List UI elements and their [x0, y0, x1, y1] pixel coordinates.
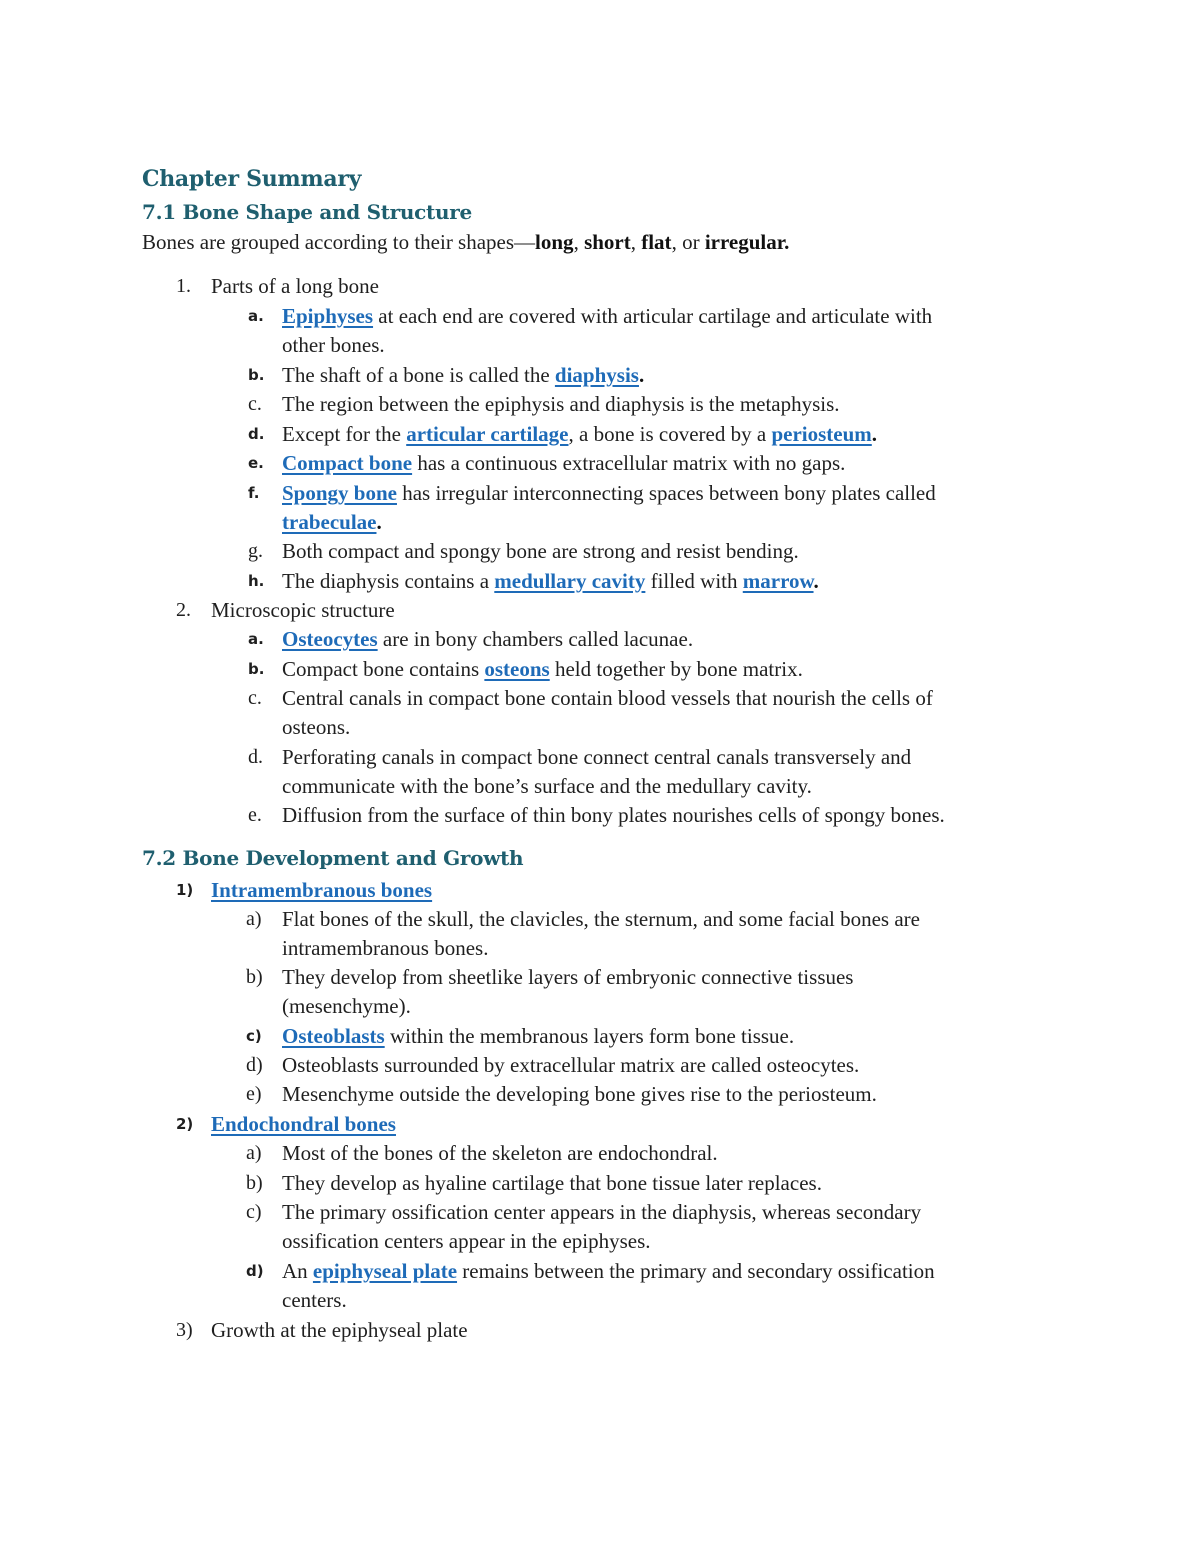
- sublist-marker: a): [246, 908, 262, 930]
- list-item-continuation: intramembranous bones.: [282, 936, 489, 960]
- list-item-heading: [211, 876, 432, 905]
- list-item: They develop as hyaline cartilage that bone tissue later replaces.: [282, 1171, 822, 1195]
- sublist-marker: c): [246, 1201, 262, 1223]
- list-item-continuation: other bones.: [282, 333, 385, 357]
- term-link[interactable]: Spongy bone: [282, 481, 397, 505]
- sublist-marker: a.: [248, 630, 264, 648]
- term-link[interactable]: epiphyseal plate: [312, 1259, 458, 1283]
- sublist-marker: b.: [248, 366, 265, 384]
- sublist-marker: g.: [248, 540, 263, 562]
- list-item-heading: Microscopic structure: [211, 598, 395, 622]
- list-item: The region between the epiphysis and diaphysis is the metaphysis.: [282, 392, 840, 416]
- list-item: They develop from sheetlike layers of embryonic connective tissues: [282, 965, 854, 989]
- list-item: Osteoblasts within the membranous layers form bone tissue.: [282, 1024, 795, 1048]
- list-item-heading: Parts of a long bone: [211, 274, 379, 298]
- section-title-7-2: 7.2 Bone Development and Growth: [142, 846, 524, 870]
- list-item: Flat bones of the skull, the clavicles, the sternum, and some facial bones are: [282, 907, 920, 931]
- term-link[interactable]: diaphysis: [554, 363, 639, 387]
- list-item: The diaphysis contains a medullary cavity filled with marrow.: [282, 569, 819, 593]
- term-link[interactable]: trabeculae: [282, 510, 377, 534]
- sublist-marker: d.: [248, 746, 263, 768]
- list-item: The shaft of a bone is called the diaphysis.: [282, 363, 645, 387]
- sublist-marker: c.: [248, 687, 262, 709]
- list-item: Mesenchyme outside the developing bone gives rise to the periosteum.: [282, 1082, 877, 1106]
- term-link[interactable]: Osteocytes: [282, 627, 378, 651]
- sublist-marker: b.: [248, 660, 265, 678]
- list-item: Except for the articular cartilage, a bone is covered by a periosteum.: [282, 422, 878, 446]
- list-item-continuation: trabeculae.: [282, 510, 382, 534]
- term-link[interactable]: Compact bone: [282, 451, 413, 475]
- sublist-marker: b): [246, 966, 263, 988]
- list-marker: 2): [176, 1115, 194, 1133]
- list-item: The primary ossification center appears in the diaphysis, whereas secondary: [282, 1200, 922, 1224]
- sublist-marker: e): [246, 1083, 262, 1105]
- sublist-marker: e.: [248, 804, 262, 826]
- list-item: Spongy bone has irregular interconnecting spaces between bony plates called: [282, 481, 936, 505]
- list-item: Compact bone contains osteons held together by bone matrix.: [282, 657, 803, 681]
- list-marker: 1): [176, 881, 194, 899]
- list-item-heading: Growth at the epiphyseal plate: [211, 1318, 468, 1342]
- sublist-marker: b): [246, 1172, 263, 1194]
- list-item-heading: [211, 1110, 396, 1139]
- list-item: Epiphyses at each end are covered with articular cartilage and articulate with: [282, 304, 933, 328]
- sublist-marker: h.: [248, 572, 265, 590]
- list-item-continuation: ossification centers appear in the epiphyses.: [282, 1229, 651, 1253]
- list-marker: 2.: [176, 599, 191, 621]
- list-item-continuation: (mesenchyme).: [282, 994, 411, 1018]
- sublist-marker: a.: [248, 307, 264, 325]
- intro-paragraph: Bones are grouped according to their shapes—long, short, flat, or irregular.: [142, 230, 790, 254]
- term-link[interactable]: articular cartilage: [406, 422, 569, 446]
- list-item: Most of the bones of the skeleton are endochondral.: [282, 1141, 718, 1165]
- term-link[interactable]: osteons: [484, 657, 550, 681]
- sublist-marker: e.: [248, 454, 264, 472]
- term-link[interactable]: Endochondral bones: [211, 1112, 396, 1136]
- list-item: Diffusion from the surface of thin bony plates nourishes cells of spongy bones.: [282, 803, 945, 827]
- sublist-marker: f.: [248, 484, 260, 502]
- term-link[interactable]: marrow: [742, 569, 814, 593]
- term-link[interactable]: Epiphyses: [282, 304, 374, 328]
- term-link[interactable]: Osteoblasts: [282, 1024, 385, 1048]
- sublist-marker: d.: [248, 425, 265, 443]
- term-link[interactable]: medullary cavity: [494, 569, 646, 593]
- list-item-continuation: osteons.: [282, 715, 351, 739]
- list-item: Osteocytes are in bony chambers called lacunae.: [282, 627, 694, 651]
- sublist-marker: d): [246, 1054, 263, 1076]
- list-item-continuation: centers.: [282, 1288, 347, 1312]
- list-item: Both compact and spongy bone are strong and resist bending.: [282, 539, 799, 563]
- sublist-marker: c.: [248, 393, 262, 415]
- list-marker: 1.: [176, 275, 191, 297]
- sublist-marker: d): [246, 1262, 264, 1280]
- sublist-marker: c): [246, 1027, 262, 1045]
- list-item-continuation: communicate with the bone’s surface and the medullary cavity.: [282, 774, 812, 798]
- list-item: Compact bone has a continuous extracellular matrix with no gaps.: [282, 451, 846, 475]
- sublist-marker: a): [246, 1142, 262, 1164]
- term-link[interactable]: periosteum: [771, 422, 872, 446]
- list-item: Central canals in compact bone contain blood vessels that nourish the cells of: [282, 686, 933, 710]
- chapter-title: Chapter Summary: [142, 166, 362, 192]
- term-link[interactable]: Intramembranous bones: [211, 878, 433, 902]
- list-item: Osteoblasts surrounded by extracellular matrix are called osteocytes.: [282, 1053, 860, 1077]
- list-item: An epiphyseal plate remains between the primary and secondary ossification: [282, 1259, 935, 1283]
- list-marker: 3): [176, 1319, 193, 1341]
- section-title-7-1: 7.1 Bone Shape and Structure: [142, 200, 472, 224]
- list-item: Perforating canals in compact bone connect central canals transversely and: [282, 745, 912, 769]
